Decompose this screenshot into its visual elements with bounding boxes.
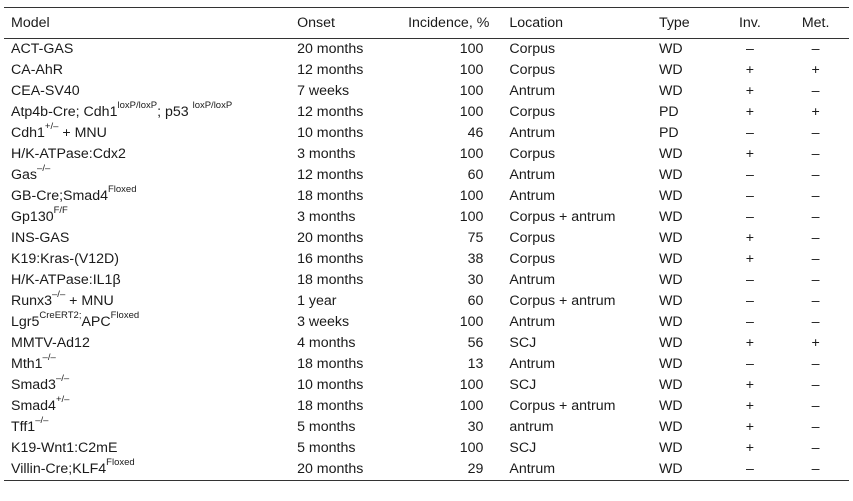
- table-row: [4, 39, 849, 61]
- cell-location: Antrum: [509, 314, 556, 330]
- cell-type: WD: [658, 167, 683, 183]
- model-suffix: + MNU: [58, 125, 107, 141]
- table-row: [4, 60, 849, 81]
- model-name: K19:Kras-(V12D): [11, 251, 120, 267]
- cell-onset: 20 months: [297, 230, 364, 246]
- header-row: [4, 8, 849, 39]
- cell-incidence: 100: [459, 146, 484, 162]
- cell-model: [4, 207, 294, 228]
- model-suffix: APC: [81, 314, 111, 330]
- cell-location: Corpus: [509, 62, 556, 78]
- cell-metastasis: –: [811, 419, 820, 435]
- cell-onset: 5 months: [297, 440, 356, 456]
- mouse-models-table: [4, 7, 849, 481]
- model-name: ACT-GAS: [11, 41, 74, 57]
- cell-metastasis: –: [811, 440, 820, 456]
- model-superscript: CreERT2;: [39, 310, 82, 322]
- cell-metastasis: –: [811, 209, 820, 225]
- cell-model: [4, 60, 294, 81]
- model-superscript: Floxed: [107, 184, 137, 196]
- model-name: Gas: [11, 167, 38, 183]
- cell-model: [4, 354, 294, 375]
- cell-type: WD: [658, 83, 683, 99]
- cell-model: [4, 81, 294, 102]
- cell-model: [4, 459, 294, 481]
- cell-onset: 12 months: [297, 167, 364, 183]
- cell-type: WD: [658, 356, 683, 372]
- cell-incidence: 100: [459, 62, 484, 78]
- table-row: [4, 207, 849, 228]
- table-row: [4, 102, 849, 123]
- cell-incidence: 29: [388, 459, 509, 481]
- model-superscript: –/–: [42, 352, 56, 364]
- model-superscript: –/–: [55, 373, 70, 385]
- cell-model: [4, 186, 294, 207]
- model-name: Runx3: [11, 293, 53, 309]
- model-name: CA-AhR: [11, 62, 64, 78]
- model-name: Gp130: [11, 209, 54, 225]
- cell-model: [4, 270, 294, 291]
- cell-incidence: 100: [459, 377, 484, 393]
- cell-metastasis: –: [811, 167, 820, 183]
- cell-invasion: –: [718, 459, 783, 481]
- model-superscript: loxP/loxP: [117, 100, 158, 112]
- model-name: H/K-ATPase:Cdx2: [11, 146, 126, 162]
- model-superscript: –/–: [37, 163, 51, 175]
- table-row: [4, 270, 849, 291]
- model-superscript: Floxed: [106, 457, 135, 469]
- header-type: Type: [659, 8, 718, 39]
- cell-location: Corpus: [509, 146, 556, 162]
- table-row: [4, 459, 849, 481]
- table-row: [4, 438, 849, 459]
- cell-model: [4, 249, 294, 270]
- cell-onset: 3 weeks: [297, 314, 350, 330]
- cell-incidence: 75: [467, 230, 484, 246]
- model-name: CEA-SV40: [11, 83, 80, 99]
- cell-onset: 5 months: [297, 419, 356, 435]
- cell-location: Antrum: [509, 188, 556, 204]
- cell-onset: 20 months: [297, 41, 364, 57]
- cell-incidence: 100: [459, 41, 484, 57]
- cell-model: [4, 333, 294, 354]
- model-name: Smad3: [11, 377, 56, 393]
- cell-type: PD: [658, 104, 679, 120]
- cell-invasion: –: [745, 41, 754, 57]
- table-row: [4, 144, 849, 165]
- table-row: [4, 396, 849, 417]
- cell-incidence: 60: [467, 293, 484, 309]
- table-body: [4, 39, 849, 481]
- cell-onset: 12 months: [297, 104, 364, 120]
- cell-incidence: 100: [459, 188, 484, 204]
- cell-model: [4, 39, 294, 61]
- cell-invasion: –: [745, 293, 754, 309]
- cell-model: [4, 123, 294, 144]
- cell-model: [4, 312, 294, 333]
- header-incidence: Incidence, %: [388, 8, 509, 39]
- cell-metastasis: –: [811, 314, 820, 330]
- model-suffix: + MNU: [65, 293, 114, 309]
- cell-onset: 7 weeks: [297, 83, 350, 99]
- table-row: [4, 165, 849, 186]
- cell-invasion: –: [745, 314, 754, 330]
- cell-model: [4, 396, 294, 417]
- cell-invasion: +: [745, 62, 755, 78]
- cell-metastasis: +: [811, 62, 820, 78]
- model-suffix: ; p53: [157, 104, 193, 120]
- cell-type: WD: [658, 398, 683, 414]
- cell-metastasis: –: [811, 41, 820, 57]
- model-name: H/K-ATPase:IL1β: [11, 272, 121, 288]
- cell-model: [4, 228, 294, 249]
- cell-metastasis: +: [811, 104, 820, 120]
- cell-location: SCJ: [509, 440, 537, 456]
- cell-type: PD: [658, 125, 679, 141]
- header-location: Location: [509, 8, 659, 39]
- model-name: Lgr5: [11, 314, 40, 330]
- model-name: GB-Cre;Smad4: [11, 188, 108, 204]
- cell-incidence: 100: [459, 440, 484, 456]
- cell-invasion: +: [745, 104, 755, 120]
- cell-invasion: +: [745, 398, 755, 414]
- cell-onset: 12 months: [297, 62, 364, 78]
- header-metastasis: Met.: [782, 8, 849, 39]
- cell-location: Antrum: [509, 167, 556, 183]
- cell-invasion: +: [745, 146, 755, 162]
- model-name: Smad4: [11, 398, 56, 414]
- cell-location: Corpus: [509, 230, 556, 246]
- model-superscript: +/–: [55, 394, 70, 406]
- cell-type: WD: [658, 41, 683, 57]
- cell-onset: 20 months: [294, 459, 388, 481]
- cell-metastasis: –: [782, 459, 849, 481]
- cell-invasion: –: [745, 356, 754, 372]
- cell-onset: 4 months: [297, 335, 356, 351]
- cell-location: Antrum: [509, 272, 556, 288]
- table-row: [4, 354, 849, 375]
- model-name: Mth1: [11, 356, 43, 372]
- cell-incidence: 30: [467, 272, 484, 288]
- cell-onset: 18 months: [297, 398, 364, 414]
- cell-location: SCJ: [509, 377, 537, 393]
- cell-incidence: 30: [467, 419, 484, 435]
- cell-location: Corpus + antrum: [509, 398, 616, 414]
- table-row: [4, 81, 849, 102]
- cell-onset: 3 months: [297, 209, 356, 225]
- cell-metastasis: –: [811, 293, 820, 309]
- cell-model: [4, 291, 294, 312]
- table-row: [4, 417, 849, 438]
- model-superscript: +/–: [44, 121, 59, 133]
- cell-type: WD: [658, 272, 683, 288]
- cell-model: [4, 144, 294, 165]
- cell-type: WD: [659, 459, 718, 481]
- cell-type: WD: [658, 293, 683, 309]
- cell-type: WD: [658, 230, 683, 246]
- cell-incidence: 13: [467, 356, 484, 372]
- cell-location: Corpus + antrum: [509, 293, 616, 309]
- table-row: [4, 312, 849, 333]
- model-superscript-2: Floxed: [110, 310, 140, 322]
- table-row: [4, 123, 849, 144]
- cell-location: Corpus: [509, 104, 556, 120]
- cell-type: WD: [658, 251, 683, 267]
- cell-metastasis: –: [811, 356, 820, 372]
- table-row: [4, 228, 849, 249]
- cell-model: [4, 102, 294, 123]
- model-name: Cdh1: [11, 125, 45, 141]
- cell-invasion: +: [745, 251, 755, 267]
- cell-incidence: 100: [459, 314, 484, 330]
- cell-location: Corpus: [509, 41, 556, 57]
- cell-location: Antrum: [509, 459, 659, 481]
- model-superscript: –/–: [52, 289, 66, 301]
- model-superscript: F/F: [53, 205, 68, 217]
- cell-invasion: –: [745, 188, 754, 204]
- table-container: [4, 7, 849, 481]
- cell-onset: 3 months: [297, 146, 356, 162]
- model-name: Tff1: [11, 419, 36, 435]
- cell-invasion: +: [745, 83, 755, 99]
- cell-invasion: +: [745, 440, 755, 456]
- cell-metastasis: –: [811, 230, 820, 246]
- cell-incidence: 100: [459, 209, 484, 225]
- cell-metastasis: –: [811, 377, 820, 393]
- table-row: [4, 375, 849, 396]
- cell-invasion: +: [745, 419, 755, 435]
- cell-location: Corpus: [509, 251, 556, 267]
- cell-onset: 18 months: [297, 356, 364, 372]
- model-name: MMTV-Ad12: [11, 335, 90, 351]
- cell-type: WD: [658, 146, 683, 162]
- cell-metastasis: –: [811, 83, 820, 99]
- cell-location: Antrum: [509, 125, 556, 141]
- cell-incidence: 100: [459, 83, 484, 99]
- cell-location: SCJ: [509, 335, 537, 351]
- cell-model: [4, 375, 294, 396]
- model-superscript: –/–: [35, 415, 49, 427]
- cell-type: WD: [658, 419, 683, 435]
- cell-location: antrum: [509, 419, 554, 435]
- cell-type: WD: [658, 188, 683, 204]
- cell-incidence: 60: [467, 167, 484, 183]
- cell-incidence: 38: [467, 251, 484, 267]
- header-invasion: Inv.: [718, 8, 783, 39]
- model-superscript-2: loxP/loxP: [192, 100, 233, 112]
- cell-invasion: –: [745, 209, 754, 225]
- cell-incidence: 100: [459, 104, 484, 120]
- cell-model: [4, 438, 294, 459]
- cell-incidence: 46: [467, 125, 484, 141]
- cell-location: Corpus + antrum: [509, 209, 616, 225]
- cell-invasion: +: [745, 377, 755, 393]
- cell-model: [4, 165, 294, 186]
- cell-location: Antrum: [509, 83, 556, 99]
- cell-location: Antrum: [509, 356, 556, 372]
- cell-onset: 10 months: [297, 125, 364, 141]
- model-name: K19-Wnt1:C2mE: [11, 440, 118, 456]
- table-row: [4, 186, 849, 207]
- cell-type: WD: [658, 335, 683, 351]
- cell-onset: 18 months: [297, 188, 364, 204]
- table-header: [4, 8, 849, 39]
- cell-onset: 1 year: [297, 293, 337, 309]
- cell-metastasis: +: [811, 335, 820, 351]
- cell-invasion: +: [745, 335, 755, 351]
- model-name: INS-GAS: [11, 230, 70, 246]
- cell-metastasis: –: [811, 146, 820, 162]
- cell-invasion: –: [745, 272, 754, 288]
- header-onset: Onset: [294, 8, 388, 39]
- cell-invasion: –: [745, 167, 754, 183]
- model-name: Villin-Cre;KLF4: [11, 461, 107, 477]
- cell-metastasis: –: [811, 272, 820, 288]
- cell-incidence: 100: [459, 398, 484, 414]
- model-name: Atp4b-Cre; Cdh1: [11, 104, 118, 120]
- header-model: Model: [4, 8, 294, 39]
- table-row: [4, 333, 849, 354]
- cell-type: WD: [658, 62, 683, 78]
- cell-onset: 10 months: [297, 377, 364, 393]
- cell-type: WD: [658, 377, 683, 393]
- cell-onset: 18 months: [297, 272, 364, 288]
- cell-metastasis: –: [811, 188, 820, 204]
- cell-onset: 16 months: [297, 251, 364, 267]
- cell-metastasis: –: [811, 125, 820, 141]
- cell-model: [4, 417, 294, 438]
- cell-type: WD: [658, 209, 683, 225]
- cell-type: WD: [658, 314, 683, 330]
- cell-incidence: 56: [467, 335, 484, 351]
- cell-metastasis: –: [811, 251, 820, 267]
- cell-invasion: –: [745, 125, 754, 141]
- table-row: [4, 291, 849, 312]
- cell-type: WD: [658, 440, 683, 456]
- cell-invasion: +: [745, 230, 755, 246]
- cell-metastasis: –: [811, 398, 820, 414]
- table-row: [4, 249, 849, 270]
